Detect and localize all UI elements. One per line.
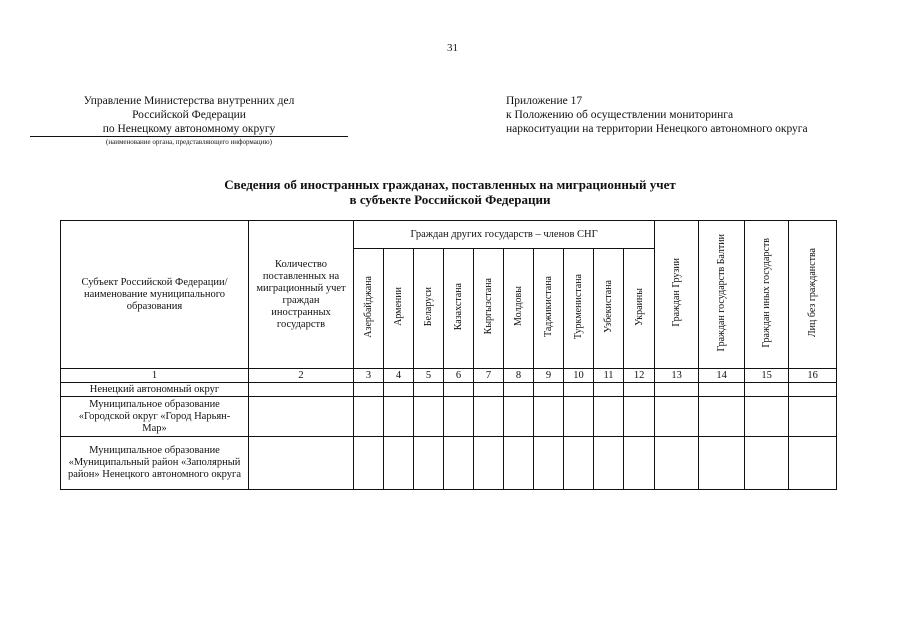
column-number: 2 xyxy=(249,369,354,383)
title-line-2: в субъекте Российской Федерации xyxy=(349,192,551,207)
row-label-nao: Ненецкий автономный округ xyxy=(61,383,249,397)
header-baltic: Граждан государств Балтии xyxy=(699,221,745,369)
header-uzbekistan: Узбекистана xyxy=(594,249,624,369)
title-line-1: Сведения об иностранных гражданах, поставленных на миграционный учет xyxy=(224,177,676,192)
subject-column-header: Субъект Российской Федерации/ наименование муниципального образования xyxy=(61,221,249,369)
column-number: 12 xyxy=(624,369,655,383)
migration-table xyxy=(60,220,837,490)
authority-line-1: Управление Министерства внутренних дел xyxy=(83,95,295,107)
issuing-authority-block xyxy=(30,94,348,147)
column-number: 15 xyxy=(745,369,789,383)
appendix-block xyxy=(506,94,876,136)
authority-line-2: Российской Федерации xyxy=(132,109,246,121)
header-kyrgyzstan: Кыргызстана xyxy=(474,249,504,369)
header-belarus: Беларуси xyxy=(414,249,444,369)
document-title xyxy=(150,177,750,207)
header-georgia: Граждан Грузии xyxy=(655,221,699,369)
column-number: 1 xyxy=(61,369,249,383)
table-row xyxy=(61,383,837,397)
table-row xyxy=(61,397,837,437)
column-number: 7 xyxy=(474,369,504,383)
appendix-line-1: Приложение 17 xyxy=(506,95,583,107)
column-number: 8 xyxy=(504,369,534,383)
column-number: 10 xyxy=(564,369,594,383)
column-number: 11 xyxy=(594,369,624,383)
header-kazakhstan: Казахстана xyxy=(444,249,474,369)
appendix-line-2: к Положению об осуществлении мониторинга xyxy=(506,109,734,121)
header-turkmenistan: Туркменистана xyxy=(564,249,594,369)
header-tajikistan: Таджикистана xyxy=(534,249,564,369)
row-label-naryan-mar: Муниципальное образование «Городской округ «Город Нарьян-Мар» xyxy=(61,397,249,437)
cis-group-header: Граждан других государств – членов СНГ xyxy=(354,221,655,249)
row-label-zapolyarny: Муниципальное образование «Муниципальный район «Заполярный район» Ненецкого автономного округа xyxy=(61,437,249,490)
column-number: 16 xyxy=(789,369,837,383)
table-row xyxy=(61,437,837,490)
column-number-row xyxy=(61,369,837,383)
header-ukraine: Украины xyxy=(624,249,655,369)
header-armenia: Армении xyxy=(384,249,414,369)
column-number: 14 xyxy=(699,369,745,383)
authority-caption: (наименование органа, представляющего информацию) xyxy=(106,138,272,146)
appendix-line-3: наркоситуации на территории Ненецкого автономного округа xyxy=(506,123,808,135)
column-number: 9 xyxy=(534,369,564,383)
authority-line-3: по Ненецкому автономному округу xyxy=(30,122,348,137)
count-column-header: Количество поставленных на миграционный учет граждан иностранных государств xyxy=(249,221,354,369)
column-number: 5 xyxy=(414,369,444,383)
header-other-states: Граждан иных государств xyxy=(745,221,789,369)
column-number: 13 xyxy=(655,369,699,383)
column-number: 3 xyxy=(354,369,384,383)
header-stateless: Лиц без гражданства xyxy=(789,221,837,369)
column-number: 4 xyxy=(384,369,414,383)
column-number: 6 xyxy=(444,369,474,383)
header-azerbaijan: Азербайджана xyxy=(354,249,384,369)
page-number: 31 xyxy=(447,42,458,54)
header-moldova: Молдовы xyxy=(504,249,534,369)
